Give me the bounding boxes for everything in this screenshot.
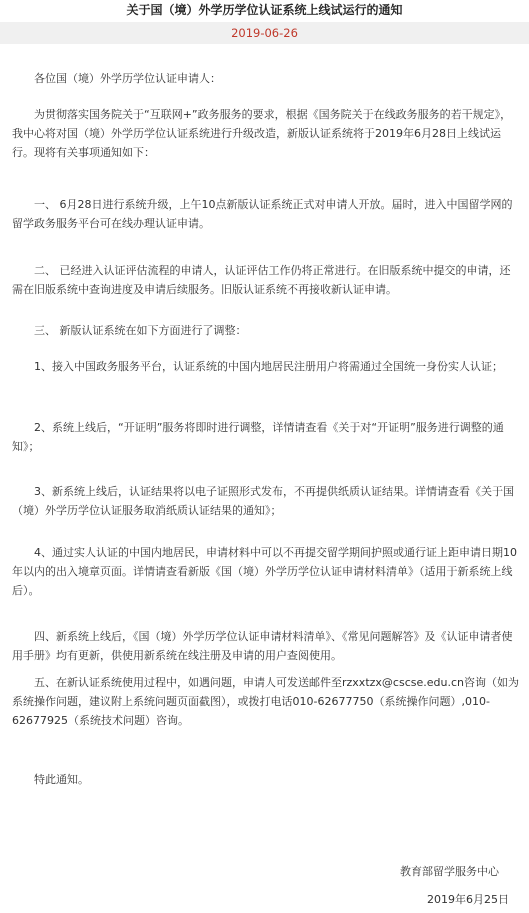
item-5-paragraph[interactable]: 五、在新认证系统使用过程中，如遇问题，申请人可发送邮件至rzxxtzx@cscse.edu.cn咨询（如为系统操作问题，建议附上系统问题页面截图），或拨打电话010-62677750（系统操作问题）,010-62677925（系统技术问题）咨询。 bbox=[12, 676, 519, 727]
item-2-paragraph: 二、 已经进入认证评估流程的申请人，认证评估工作仍将正常进行。在旧版系统中提交的申请，还需在旧版系统中查询进度及申请后续服务。旧版认证系统不再接收新认证申请。 bbox=[12, 264, 511, 296]
sub-item-1-paragraph: 1、接入中国政务服务平台，认证系统的中国内地居民注册用户将需通过全国统一身份实人认证； bbox=[34, 360, 503, 373]
issuer-name: 教育部留学服务中心 bbox=[400, 865, 499, 878]
item-3-paragraph: 三、 新版认证系统在如下方面进行了调整： bbox=[34, 324, 247, 337]
closing-line: 特此通知。 bbox=[34, 773, 89, 786]
intro-paragraph: 为贯彻落实国务院关于“互联网+”政务服务的要求，根据《国务院关于在线政务服务的若干规定》，我中心将对国（境）外学历学位认证系统进行升级改造，新版认证系统将于2019年6月28日上线试运行。现将有关事项通知如下： bbox=[12, 108, 512, 159]
salutation: 各位国（境）外学历学位认证申请人： bbox=[34, 72, 221, 85]
item-1-paragraph: 一、 6月28日进行系统升级，上午10点新版认证系统正式对申请人开放。届时，进入中国留学网的留学政务服务平台可在线办理认证申请。 bbox=[12, 198, 513, 230]
sub-item-2-paragraph[interactable]: 2、系统上线后，“开证明”服务将即时进行调整，详情请查看《关于对“开证明”服务进行调整的通知》； bbox=[12, 421, 504, 453]
notice-title: 关于国（境）外学历学位认证系统上线试运行的通知 bbox=[0, 0, 529, 20]
item-4-paragraph[interactable]: 四、新系统上线后，《国（境）外学历学位认证申请材料清单》、《常见问题解答》及《认证申请者使用手册》均有更新，供使用新系统在线注册及申请的用户查阅使用。 bbox=[12, 630, 513, 662]
sub-item-4-paragraph[interactable]: 4、通过实人认证的中国内地居民，申请材料中可以不再提交留学期间护照或通行证上距申请日期10年以内的出入境章页面。详情请查看新版《国（境）外学历学位认证申请材料清单》（适用于新系统上线后）。 bbox=[12, 546, 517, 597]
publish-date: 2019-06-26 bbox=[0, 22, 529, 44]
sign-date: 2019年6月25日 bbox=[427, 893, 509, 906]
sub-item-3-paragraph[interactable]: 3、新系统上线后，认证结果将以电子证照形式发布，不再提供纸质认证结果。详情请查看《关于国（境）外学历学位认证服务取消纸质认证结果的通知》； bbox=[12, 485, 514, 517]
